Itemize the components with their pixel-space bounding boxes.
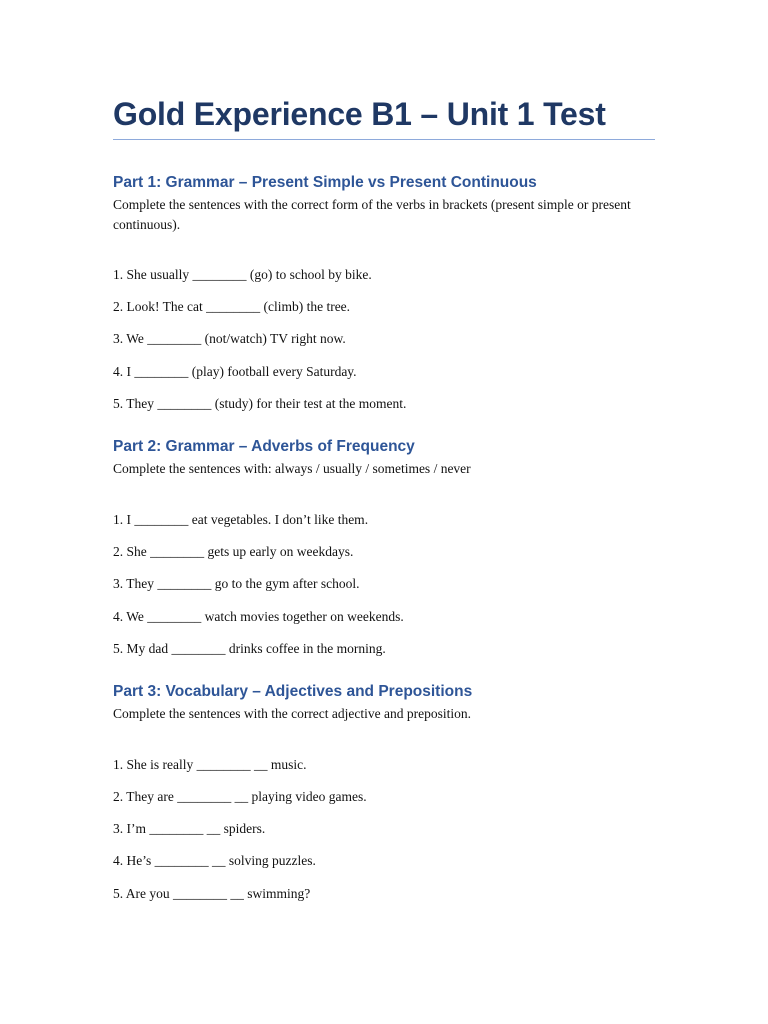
section-instructions: Complete the sentences with the correct form of the verbs in brackets (present simple or present continuous). <box>113 197 631 232</box>
section-part-1 <box>113 173 655 426</box>
section-part-3 <box>113 682 655 916</box>
exercise-item: 2. She ________ gets up early on weekdays. <box>113 544 354 560</box>
exercise-item: 3. We ________ (not/watch) TV right now. <box>113 331 346 347</box>
exercise-item: 4. We ________ watch movies together on weekends. <box>113 608 404 624</box>
section-heading: Part 3: Vocabulary – Adjectives and Prepositions <box>113 682 473 700</box>
exercise-item: 3. I’m ________ __ spiders. <box>113 821 266 837</box>
exercise-list <box>113 265 655 426</box>
document-title: Gold Experience B1 – Unit 1 Test <box>113 94 655 140</box>
exercise-item: 5. Are you ________ __ swimming? <box>113 885 311 901</box>
section-part-2 <box>113 437 655 671</box>
document-page <box>113 94 655 916</box>
section-instructions: Complete the sentences with: always / usually / sometimes / never <box>113 460 471 476</box>
exercise-item: 1. She is really ________ __ music. <box>113 756 307 772</box>
exercise-item: 1. I ________ eat vegetables. I don’t like them. <box>113 511 369 527</box>
section-heading: Part 2: Grammar – Adverbs of Frequency <box>113 437 415 455</box>
exercise-item: 2. They are ________ __ playing video games. <box>113 789 367 805</box>
exercise-item: 5. My dad ________ drinks coffee in the morning. <box>113 640 386 656</box>
exercise-item: 4. I ________ (play) football every Saturday. <box>113 363 357 379</box>
exercise-item: 3. They ________ go to the gym after school. <box>113 576 360 592</box>
section-heading: Part 1: Grammar – Present Simple vs Present Continuous <box>113 174 537 191</box>
exercise-list <box>113 755 655 916</box>
exercise-item: 1. She usually ________ (go) to school by bike. <box>113 267 372 282</box>
section-instructions: Complete the sentences with the correct adjective and preposition. <box>113 705 472 721</box>
exercise-item: 2. Look! The cat ________ (climb) the tree. <box>113 299 351 315</box>
exercise-list <box>113 510 655 671</box>
exercise-item: 5. They ________ (study) for their test at the moment. <box>113 395 407 411</box>
exercise-item: 4. He’s ________ __ solving puzzles. <box>113 853 316 869</box>
